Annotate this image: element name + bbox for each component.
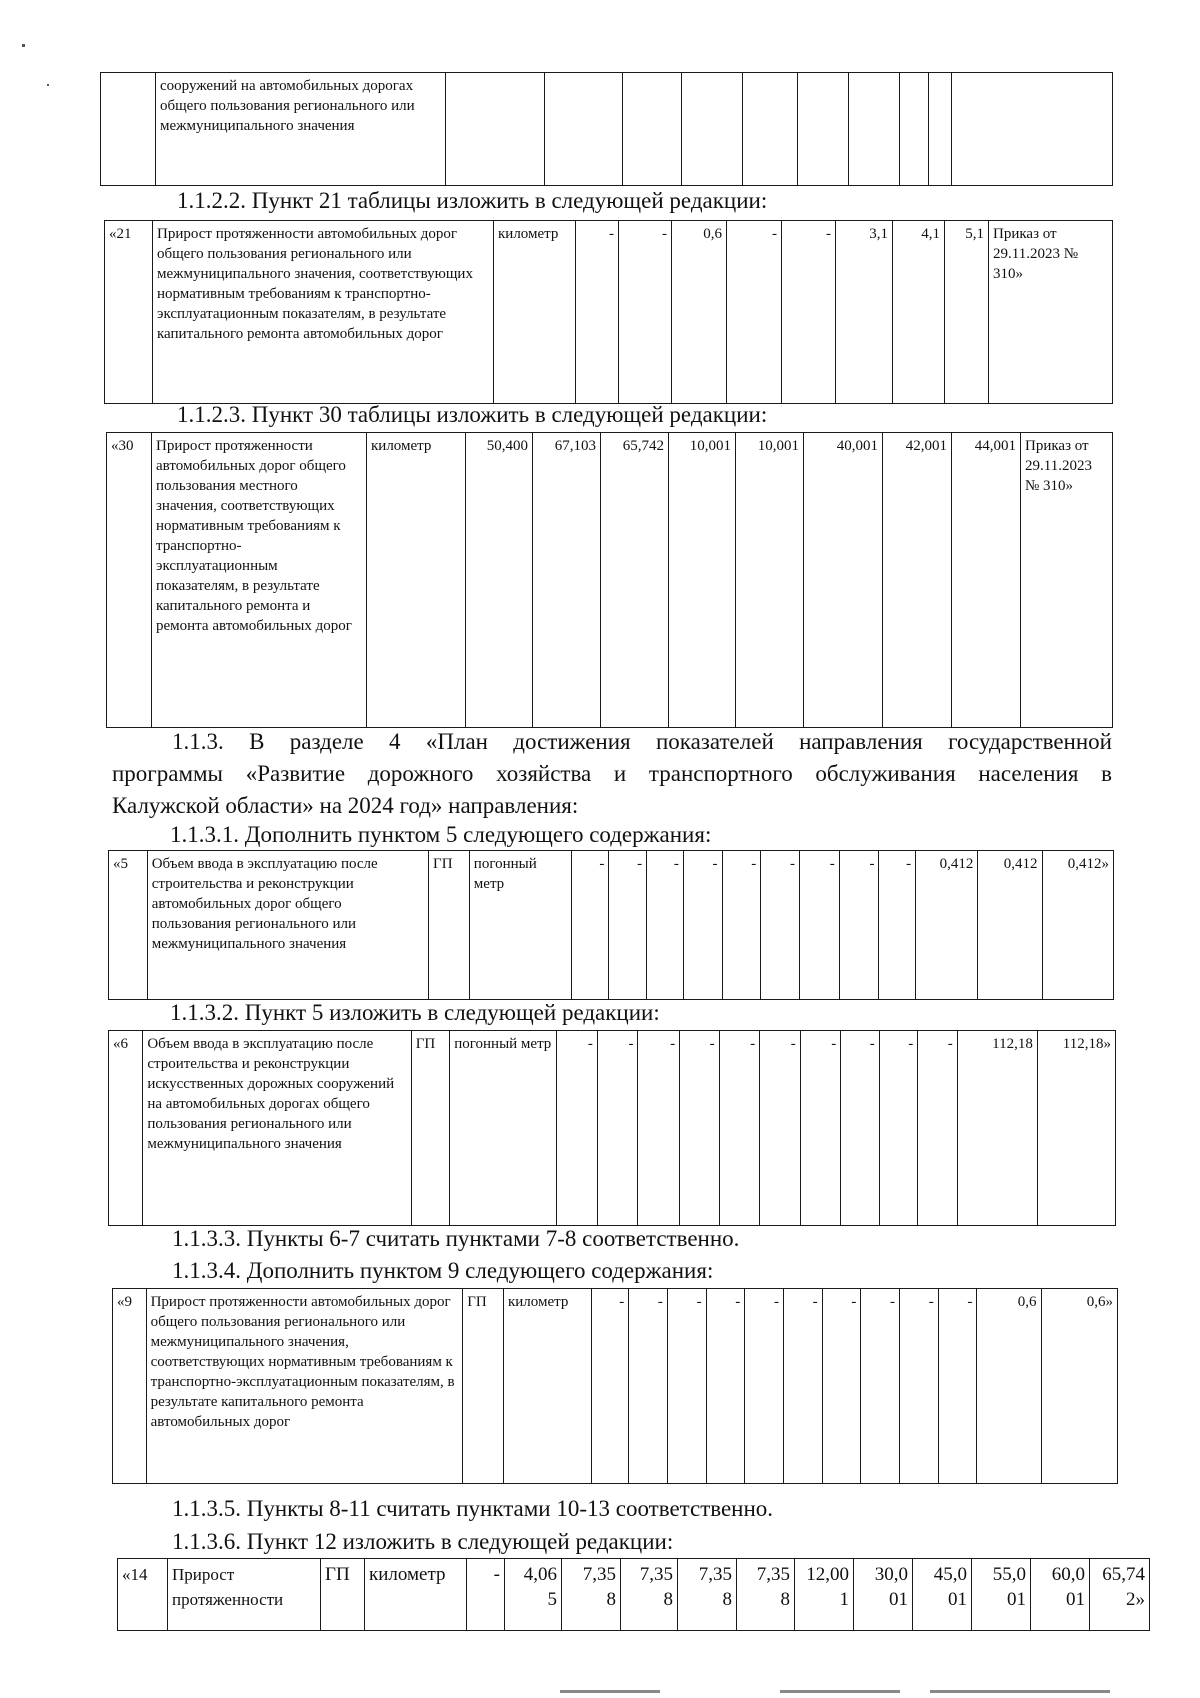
cell-value: - (900, 1289, 939, 1484)
cell-value: - (647, 851, 684, 1000)
cell-value: - (467, 1559, 505, 1631)
cell-type: ГП (411, 1031, 449, 1226)
bottom-scan-artifact (780, 1690, 900, 1693)
cell-num (101, 73, 156, 186)
heading-1-1-3-6: 1.1.3.6. Пункт 12 изложить в следующей редакции: (172, 1529, 674, 1554)
cell-value: - (638, 1031, 680, 1226)
cell-value: 7,35 8 (678, 1559, 737, 1631)
cell-value: - (557, 1031, 598, 1226)
cell-value: 45,0 01 (913, 1559, 972, 1631)
table-row (101, 73, 1113, 186)
table-item-6 (108, 1030, 1116, 1226)
cell-value: - (800, 1031, 841, 1226)
cell-num: «9 (113, 1289, 147, 1484)
cell (900, 73, 929, 186)
cell (446, 73, 545, 186)
heading-1-1-3-3: 1.1.3.3. Пункты 6-7 считать пунктами 7-8 соответственно. (172, 1226, 740, 1251)
cell-type: ГП (463, 1289, 504, 1484)
cell-value: - (861, 1289, 900, 1484)
cell-value: 0,6 (977, 1289, 1041, 1484)
cell-unit: километр (367, 433, 466, 728)
cell-value: - (722, 851, 761, 1000)
cell-value: 0,412» (1042, 851, 1113, 1000)
heading-1-1-3-5: 1.1.3.5. Пункты 8-11 считать пунктами 10-13 соответственно. (172, 1496, 774, 1521)
cell-value: - (841, 1031, 879, 1226)
paragraph-line: 1.1.3. В разделе 4 «План достижения показателей направления государственной (172, 729, 1112, 754)
cell-type: ГП (429, 851, 470, 1000)
table-row (105, 221, 1113, 404)
cell-note: Приказ от 29.11.2023 № 310» (989, 221, 1113, 404)
cell-num: «14 (118, 1559, 168, 1631)
cell-value: - (839, 851, 879, 1000)
cell (545, 73, 623, 186)
cell-value: 44,001 (952, 433, 1021, 728)
cell-value: - (879, 851, 916, 1000)
cell-note: Приказ от 29.11.2023 № 310» (1021, 433, 1113, 728)
cell-value: 7,35 8 (621, 1559, 678, 1631)
cell-value: 0,6 (672, 221, 727, 404)
cell-value: - (629, 1289, 668, 1484)
cell-value: - (938, 1289, 977, 1484)
table-row (107, 433, 1113, 728)
cell-unit: погонный метр (469, 851, 571, 1000)
cell-value: 4,06 5 (505, 1559, 562, 1631)
cell (929, 73, 952, 186)
cell-num: «21 (105, 221, 153, 404)
cell-value: - (591, 1289, 629, 1484)
cell-value: - (918, 1031, 958, 1226)
cell-value: - (799, 851, 839, 1000)
cell-value: - (745, 1289, 784, 1484)
cell-value: 30,0 01 (854, 1559, 913, 1631)
cell-value: 55,0 01 (972, 1559, 1031, 1631)
cell-name: Прирост протяженности (168, 1559, 321, 1631)
paragraph-1-1-3 (112, 726, 1112, 822)
cell-value: - (667, 1289, 706, 1484)
cell-value: 0,6» (1041, 1289, 1117, 1484)
heading-1-1-2-2: 1.1.2.2. Пункт 21 таблицы изложить в следующей редакции: (177, 188, 768, 213)
table-item-9 (112, 1288, 1118, 1484)
bottom-scan-artifact (930, 1690, 1110, 1693)
cell-value: 60,0 01 (1031, 1559, 1090, 1631)
cell-unit: погонный метр (450, 1031, 557, 1226)
cell (849, 73, 900, 186)
table-row (109, 1031, 1116, 1226)
cell-value: - (719, 1031, 760, 1226)
cell-unit: километр (365, 1559, 467, 1631)
cell (682, 73, 743, 186)
cell-value: 10,001 (736, 433, 804, 728)
cell-value: 112,18» (1037, 1031, 1115, 1226)
cell-value: 7,35 8 (737, 1559, 795, 1631)
cell-num: «5 (109, 851, 148, 1000)
cell-name: Прирост протяженности автомобильных дорог общего пользования регионального или межмуниципального значения, соответствующих нормативным требованиям к транспортно-эксплуатационным показателям, в результате капитального ремонта автомобильных дорог (146, 1289, 463, 1484)
cell-type: ГП (321, 1559, 365, 1631)
cell-value: - (706, 1289, 745, 1484)
cell-value: - (822, 1289, 861, 1484)
table-item-14 (117, 1558, 1150, 1631)
cell-value: 50,400 (466, 433, 533, 728)
cell-value: - (571, 851, 609, 1000)
cell-value: 3,1 (836, 221, 893, 404)
cell-value: - (760, 1031, 801, 1226)
table-item-30 (106, 432, 1113, 728)
cell (798, 73, 849, 186)
cell-unit: километр (503, 1289, 591, 1484)
heading-1-1-3-2: 1.1.3.2. Пункт 5 изложить в следующей редакции: (170, 1000, 660, 1025)
cell-name: Прирост протяженности автомобильных дорог общего пользования регионального или межмуниципального значения, соответствующих нормативным требованиям к транспортно-эксплуатационным показателям, в результате капитального ремонта автомобильных дорог (153, 221, 494, 404)
cell-value: 65,742 (601, 433, 669, 728)
cell-value: - (683, 851, 722, 1000)
cell-value: - (879, 1031, 917, 1226)
cell (952, 73, 1113, 186)
cell-value: 112,18 (957, 1031, 1037, 1226)
cell-value: - (619, 221, 672, 404)
cell-value: 67,103 (533, 433, 601, 728)
cell-name: Объем ввода в эксплуатацию после строительства и реконструкции автомобильных дорог общего пользования регионального или межмуниципального значения (147, 851, 428, 1000)
table-continuation (100, 72, 1113, 186)
cell-value: - (576, 221, 619, 404)
scan-speck (22, 44, 25, 47)
table-row (113, 1289, 1118, 1484)
cell-value: 0,412 (916, 851, 978, 1000)
table-row (109, 851, 1114, 1000)
cell-name: Объем ввода в эксплуатацию после строительства и реконструкции искусственных дорожных сооружений на автомобильных дорогах общего пользования регионального или межмуниципального значения (143, 1031, 411, 1226)
cell-value: - (783, 1289, 822, 1484)
paragraph-line: Калужской области» на 2024 год» направления: (112, 793, 579, 818)
cell-value: - (597, 1031, 638, 1226)
cell-num: «6 (109, 1031, 143, 1226)
cell-num: «30 (107, 433, 152, 728)
cell-unit: километр (494, 221, 576, 404)
cell-value: 40,001 (804, 433, 883, 728)
cell-value: 7,35 8 (562, 1559, 621, 1631)
table-row (118, 1559, 1150, 1631)
table-item-21 (104, 220, 1113, 404)
cell-name: Прирост протяженности автомобильных дорог общего пользования местного значения, соответствующих нормативным требованиям к транспортно-эксплуатационным показателям, в результате капитального ремонта и ремонта автомобильных дорог (152, 433, 367, 728)
heading-1-1-3-1: 1.1.3.1. Дополнить пунктом 5 следующего содержания: (170, 822, 712, 847)
heading-1-1-3-4: 1.1.3.4. Дополнить пунктом 9 следующего содержания: (172, 1258, 714, 1283)
cell (743, 73, 798, 186)
cell-value: 5,1 (945, 221, 989, 404)
cell-value: - (727, 221, 782, 404)
cell-value: 10,001 (669, 433, 736, 728)
cell (623, 73, 682, 186)
paragraph-line: программы «Развитие дорожного хозяйства и транспортного обслуживания населения в (112, 761, 1112, 786)
scan-speck (47, 84, 49, 86)
cell-value: - (782, 221, 836, 404)
cell-value: 0,412 (978, 851, 1042, 1000)
cell-value: 4,1 (893, 221, 945, 404)
cell-value: - (761, 851, 800, 1000)
cell-value: - (609, 851, 647, 1000)
cell-value: 12,00 1 (795, 1559, 854, 1631)
cell-value: - (680, 1031, 720, 1226)
cell-value: 65,74 2» (1090, 1559, 1150, 1631)
table-item-5 (108, 850, 1114, 1000)
cell-name: сооружений на автомобильных дорогах общего пользования регионального или межмуниципального значения (156, 73, 446, 186)
heading-1-1-2-3: 1.1.2.3. Пункт 30 таблицы изложить в следующей редакции: (177, 402, 768, 427)
bottom-scan-artifact (560, 1690, 660, 1693)
cell-value: 42,001 (883, 433, 952, 728)
